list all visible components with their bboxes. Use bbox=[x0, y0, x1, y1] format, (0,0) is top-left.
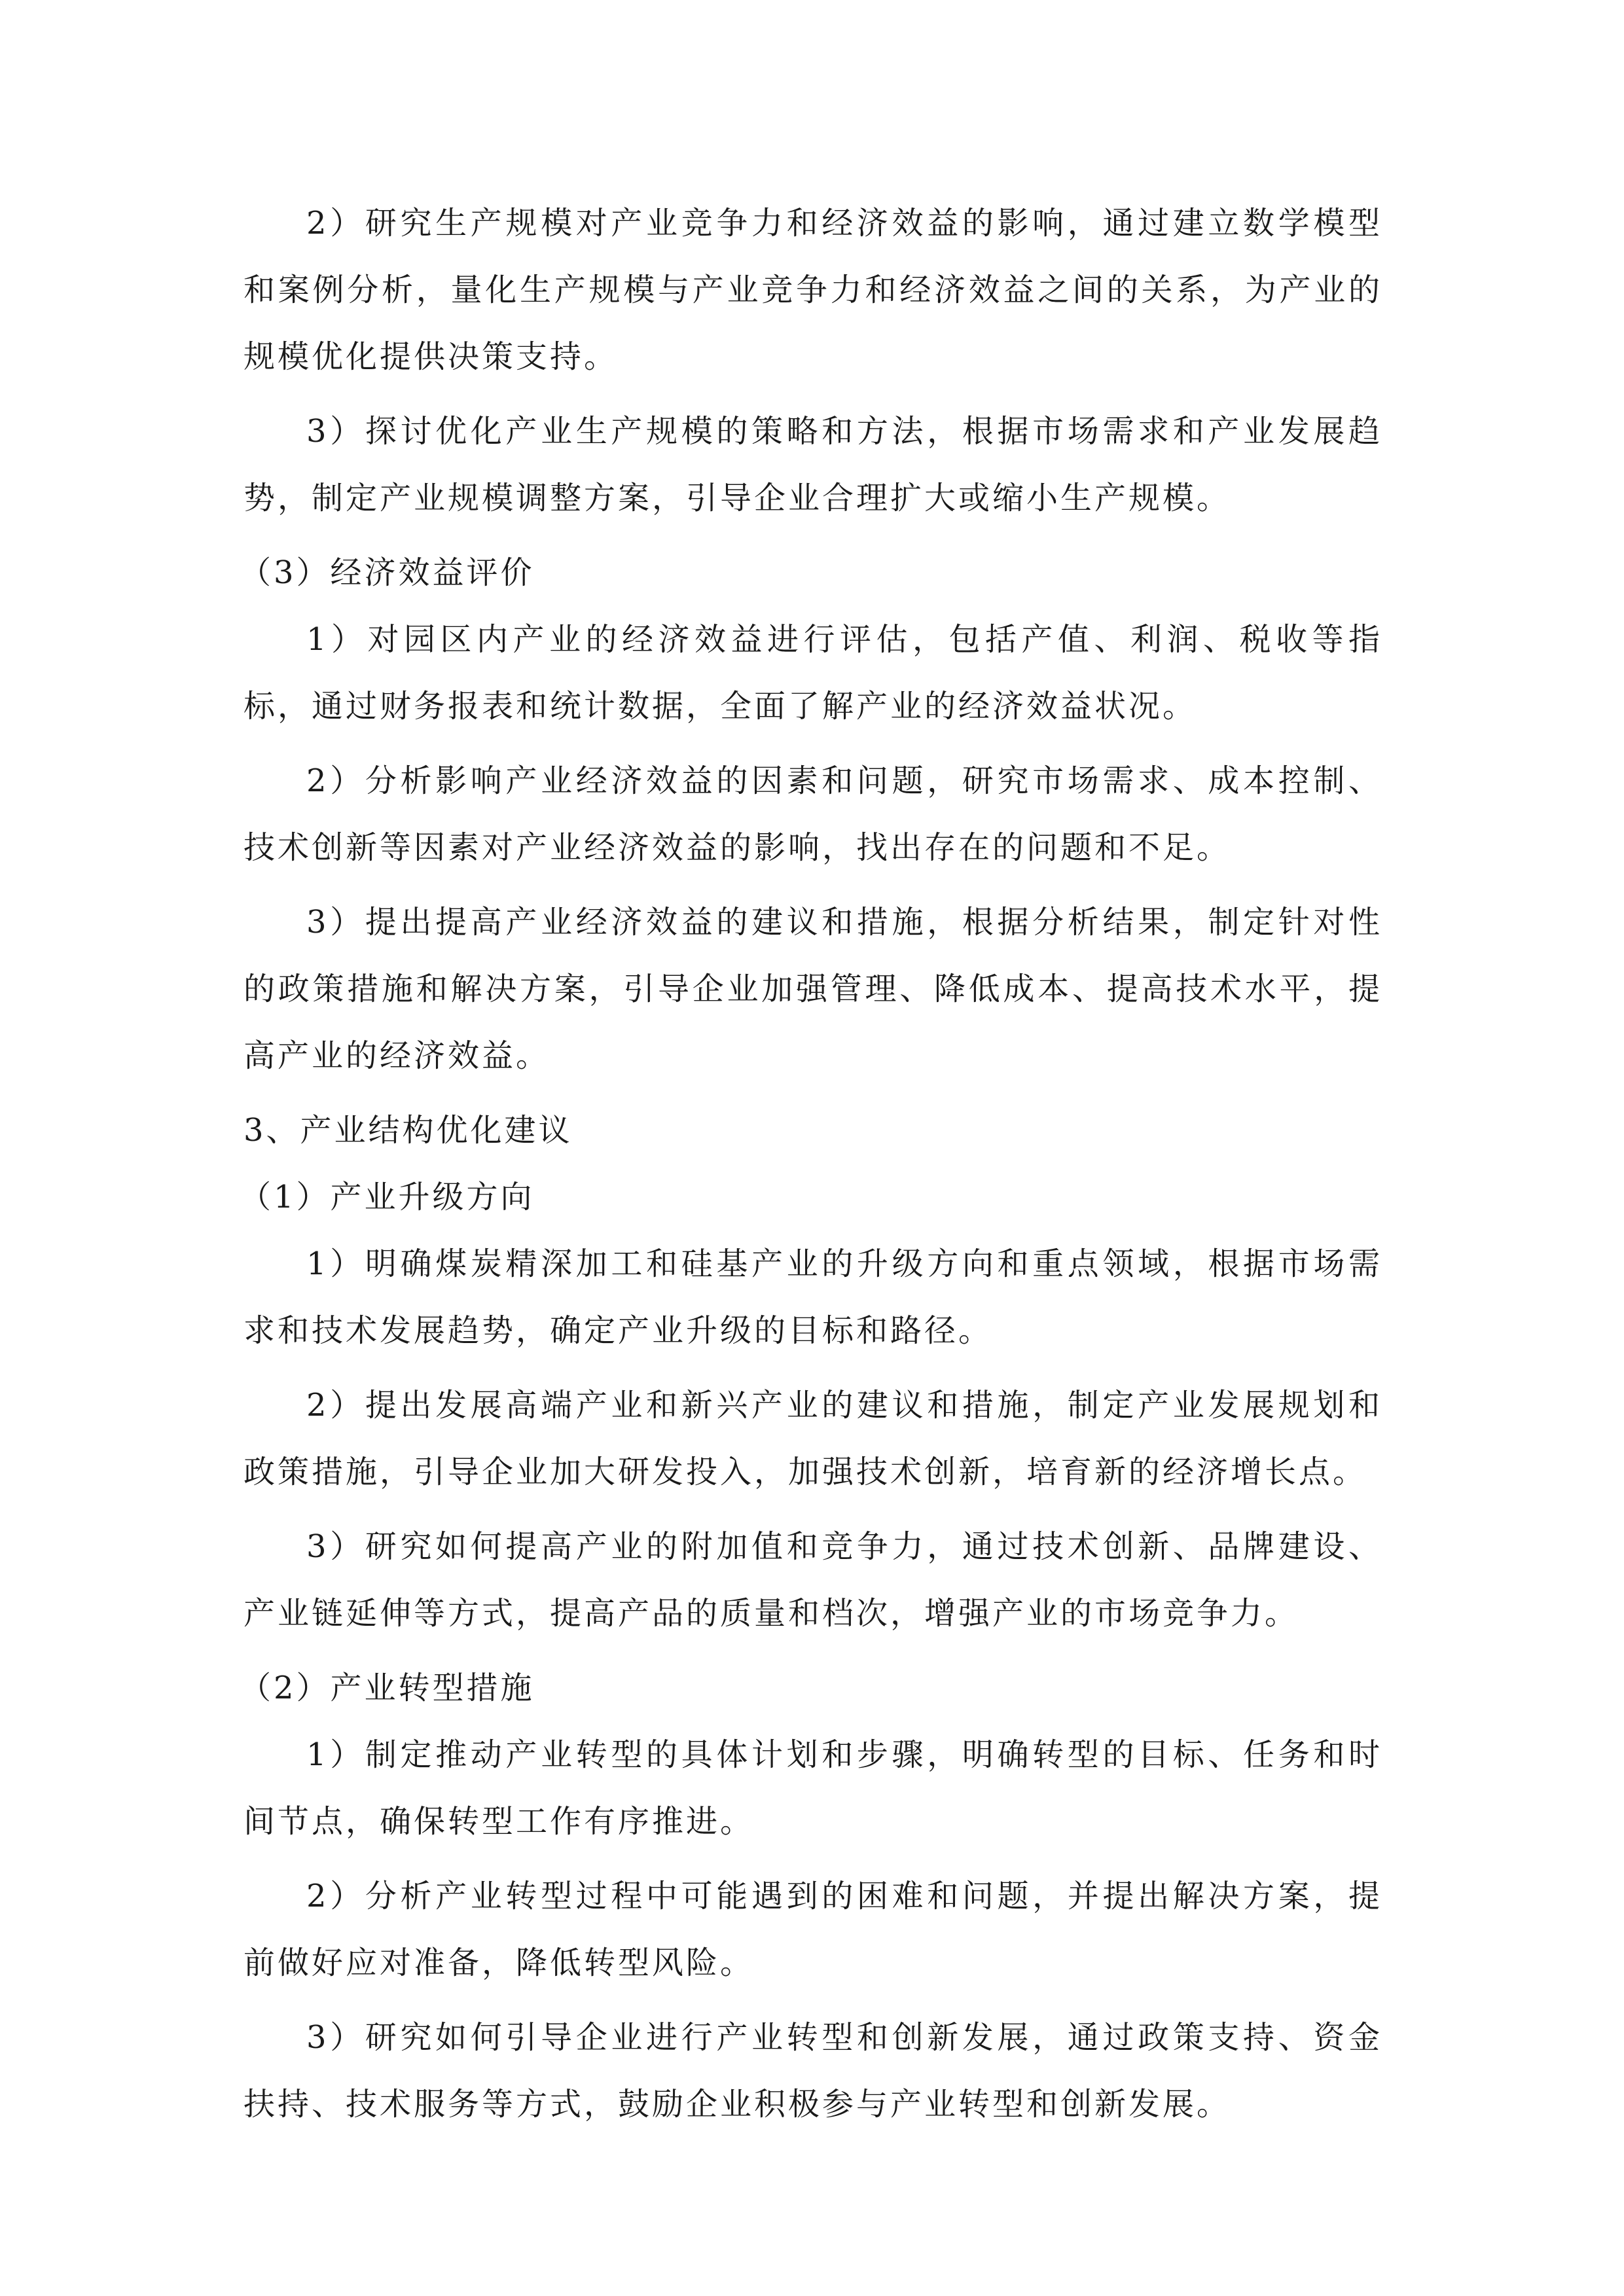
section-heading-structure-optimization: 3、产业结构优化建议 bbox=[244, 1112, 573, 1149]
paragraph-scale-strategy: 3）探讨优化产业生产规模的策略和方法，根据市场需求和产业发展趋势，制定产业规模调整方案，引导企业合理扩大或缩小生产规模。 bbox=[244, 413, 1382, 516]
paragraph-economic-measures: 3）提出提高产业经济效益的建议和措施，根据分析结果，制定针对性的政策措施和解决方案，引导企业加强管理、降低成本、提高技术水平，提高产业的经济效益。 bbox=[244, 904, 1382, 1074]
paragraph-upgrade-emerging: 2）提出发展高端产业和新兴产业的建议和措施，制定产业发展规划和政策措施，引导企业加大研发投入，加强技术创新，培育新的经济增长点。 bbox=[244, 1387, 1382, 1490]
paragraph-economic-assessment: 1）对园区内产业的经济效益进行评估，包括产值、利润、税收等指标，通过财务报表和统计数据，全面了解产业的经济效益状况。 bbox=[244, 621, 1382, 725]
subheading-transformation-measures: （2）产业转型措施 bbox=[240, 1670, 535, 1706]
subheading-upgrade-direction: （1）产业升级方向 bbox=[240, 1179, 535, 1215]
paragraph-scale-impact: 2）研究生产规模对产业竞争力和经济效益的影响，通过建立数学模型和案例分析，量化生产规模与产业竞争力和经济效益之间的关系，为产业的规模优化提供决策支持。 bbox=[244, 205, 1382, 375]
paragraph-transformation-guidance: 3）研究如何引导企业进行产业转型和创新发展，通过政策支持、资金扶持、技术服务等方式，鼓励企业积极参与产业转型和创新发展。 bbox=[244, 2019, 1382, 2123]
paragraph-transformation-risks: 2）分析产业转型过程中可能遇到的困难和问题，并提出解决方案，提前做好应对准备，降低转型风险。 bbox=[244, 1878, 1382, 1981]
subheading-economic-evaluation: （3）经济效益评价 bbox=[240, 554, 535, 591]
paragraph-transformation-plan: 1）制定推动产业转型的具体计划和步骤，明确转型的目标、任务和时间节点，确保转型工作有序推进。 bbox=[244, 1736, 1382, 1840]
paragraph-economic-factors: 2）分析影响产业经济效益的因素和问题，研究市场需求、成本控制、技术创新等因素对产业经济效益的影响，找出存在的问题和不足。 bbox=[244, 762, 1382, 866]
paragraph-upgrade-competitiveness: 3）研究如何提高产业的附加值和竞争力，通过技术创新、品牌建设、产业链延伸等方式，提高产品的质量和档次，增强产业的市场竞争力。 bbox=[244, 1528, 1382, 1632]
paragraph-upgrade-focus: 1）明确煤炭精深加工和硅基产业的升级方向和重点领域，根据市场需求和技术发展趋势，确定产业升级的目标和路径。 bbox=[244, 1246, 1382, 1349]
document-body bbox=[240, 190, 1382, 2145]
